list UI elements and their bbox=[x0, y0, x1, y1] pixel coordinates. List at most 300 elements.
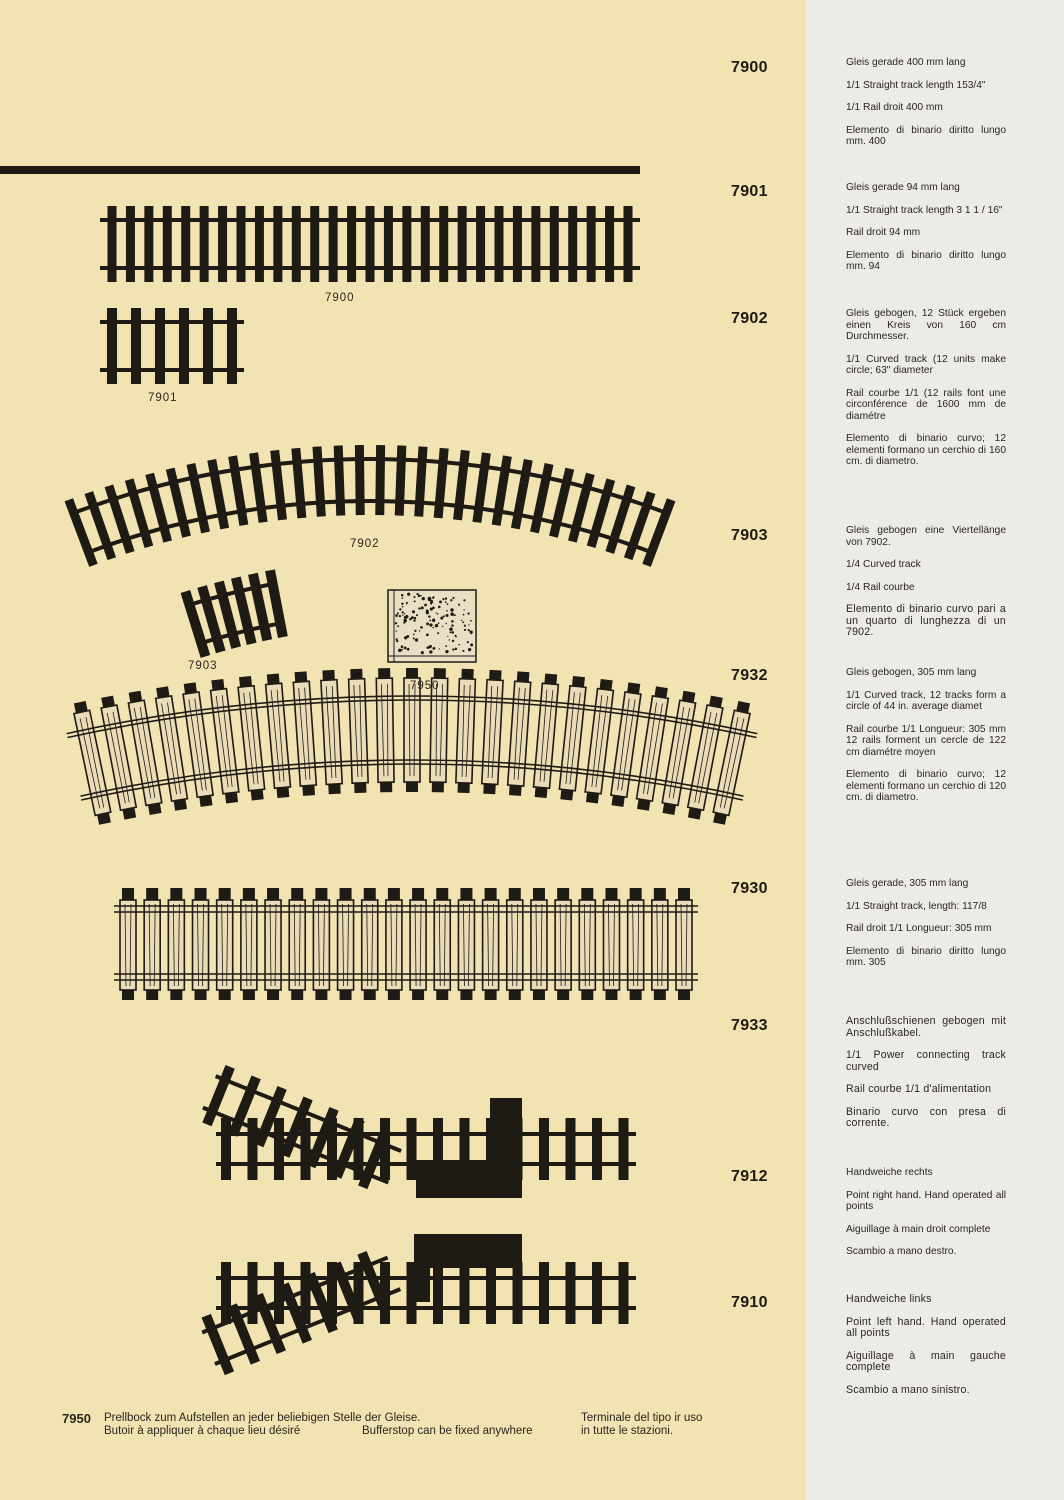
track-part bbox=[450, 631, 452, 633]
track-part bbox=[486, 1262, 496, 1324]
track-part bbox=[126, 206, 135, 282]
track-part bbox=[403, 622, 405, 624]
track-part bbox=[100, 368, 244, 372]
footer-fr: Butoir à appliquer à chaque lieu désiré bbox=[104, 1425, 301, 1437]
track-part bbox=[265, 673, 292, 798]
track-part bbox=[413, 634, 415, 636]
track-part bbox=[483, 784, 495, 795]
track-part bbox=[421, 206, 430, 282]
track-part bbox=[350, 669, 362, 679]
track-part bbox=[430, 645, 431, 646]
track-part bbox=[211, 679, 224, 690]
track-part bbox=[219, 888, 231, 900]
track-part bbox=[399, 615, 401, 617]
track-part bbox=[572, 676, 585, 687]
track-part bbox=[451, 624, 453, 626]
track-part bbox=[581, 888, 593, 900]
track-part bbox=[458, 604, 460, 606]
track-part bbox=[289, 900, 305, 990]
track-part bbox=[483, 900, 499, 990]
label-7950: 7950 bbox=[410, 680, 440, 692]
track-part bbox=[227, 308, 237, 384]
track-part bbox=[428, 615, 430, 617]
track-part bbox=[122, 888, 134, 900]
desc-line: 1/1 Curved track (12 units make circle; 63" diameter bbox=[846, 353, 1006, 376]
track-part bbox=[414, 596, 416, 598]
track-part bbox=[211, 689, 239, 794]
track-part bbox=[277, 787, 290, 798]
track-part bbox=[74, 459, 667, 513]
track-part bbox=[203, 308, 213, 384]
track-part bbox=[445, 597, 447, 599]
track-part bbox=[399, 446, 402, 516]
track-part bbox=[386, 900, 402, 990]
desc-line: Rail courbe 1/1 (12 rails font une circonférence de 1600 mm de diamétre bbox=[846, 387, 1006, 422]
track-part bbox=[462, 650, 464, 652]
footer-code bbox=[62, 1412, 91, 1427]
track-part bbox=[329, 206, 338, 282]
track-part bbox=[414, 600, 416, 602]
track-part bbox=[313, 900, 329, 990]
desc-line: 1/1 Straight track length 3 1 1 / 16" bbox=[846, 204, 1003, 216]
track-part bbox=[433, 627, 434, 628]
track-part bbox=[468, 648, 471, 651]
track-part bbox=[432, 597, 434, 599]
track-part bbox=[533, 888, 545, 900]
track-part bbox=[174, 799, 187, 811]
track-part bbox=[420, 626, 423, 629]
track-part bbox=[364, 990, 376, 1000]
track-part bbox=[359, 445, 360, 515]
track-part bbox=[477, 453, 487, 522]
track-part bbox=[476, 206, 485, 282]
track-part bbox=[584, 679, 615, 804]
track-part bbox=[416, 614, 418, 616]
track-part bbox=[439, 206, 448, 282]
track-part bbox=[239, 676, 252, 687]
desc-line: Binario curvo con presa di corrente. bbox=[846, 1105, 1006, 1129]
desc-line: Elemento di binario curvo pari a un quarto di lunghezza di un 7902. bbox=[846, 603, 1006, 638]
track-part bbox=[449, 628, 453, 632]
code-7912: 7912 bbox=[731, 1168, 768, 1185]
track-part bbox=[237, 206, 246, 282]
track-part bbox=[436, 990, 448, 1000]
track-part bbox=[218, 206, 227, 282]
track-part bbox=[275, 450, 283, 520]
desc-line: Scambio a mano sinistro. bbox=[846, 1383, 970, 1396]
track-part bbox=[539, 1118, 549, 1180]
track-part bbox=[654, 990, 666, 1000]
track-part bbox=[414, 1234, 430, 1302]
track-part bbox=[605, 888, 617, 900]
track-part bbox=[458, 644, 460, 646]
track-part bbox=[424, 604, 427, 607]
track-part bbox=[454, 635, 456, 637]
track-part bbox=[322, 670, 334, 681]
track-part bbox=[566, 1262, 576, 1324]
track-part bbox=[407, 593, 410, 596]
footer-code-text: 7950 bbox=[62, 1411, 91, 1426]
track-part bbox=[412, 617, 413, 618]
track-part bbox=[144, 900, 160, 990]
track-part bbox=[434, 668, 446, 678]
track-part bbox=[413, 619, 415, 621]
track-part bbox=[682, 691, 696, 703]
track-part bbox=[507, 900, 523, 990]
track-part bbox=[445, 645, 447, 647]
track-part bbox=[183, 692, 213, 797]
track-part bbox=[435, 612, 436, 613]
track-part bbox=[405, 615, 408, 618]
track-part bbox=[296, 448, 302, 518]
desc-7910 bbox=[846, 1294, 1006, 1407]
track-part bbox=[340, 990, 352, 1000]
track-part bbox=[315, 888, 327, 900]
track-part bbox=[156, 686, 169, 698]
desc-line: 1/1 Rail droit 400 mm bbox=[846, 102, 943, 113]
track-part bbox=[418, 607, 420, 609]
track-part bbox=[509, 785, 522, 796]
track-part bbox=[462, 621, 464, 623]
track-part bbox=[163, 206, 172, 282]
track-part bbox=[146, 990, 158, 1000]
desc-7903 bbox=[846, 525, 1006, 650]
track-part bbox=[452, 648, 454, 650]
track-part bbox=[592, 1118, 602, 1180]
track-part bbox=[513, 206, 522, 282]
track-part bbox=[120, 900, 136, 990]
track-part bbox=[217, 900, 233, 990]
code-7932: 7932 bbox=[731, 667, 768, 684]
track-part bbox=[533, 990, 545, 1000]
code-7900: 7900 bbox=[731, 59, 768, 76]
desc-7933 bbox=[846, 1016, 1006, 1141]
desc-line: Gleis gebogen, 12 Stück ergeben einen Kreis von 160 cm Durchmesser. bbox=[846, 308, 1006, 342]
track-part bbox=[637, 799, 650, 811]
track-part bbox=[654, 888, 666, 900]
track-part bbox=[495, 206, 504, 282]
track-part bbox=[437, 613, 439, 615]
track-part bbox=[509, 990, 521, 1000]
track-part bbox=[233, 456, 244, 525]
track-part bbox=[181, 206, 190, 282]
track-part bbox=[513, 1262, 523, 1324]
track-part bbox=[458, 900, 474, 990]
track-part bbox=[412, 990, 424, 1000]
track-part bbox=[404, 678, 420, 782]
track-part bbox=[460, 888, 472, 900]
track-part bbox=[450, 599, 452, 601]
track-part bbox=[460, 1262, 470, 1324]
track-part bbox=[468, 624, 469, 625]
track-part bbox=[485, 990, 497, 1000]
code-7903: 7903 bbox=[731, 527, 768, 544]
track-part bbox=[170, 990, 182, 1000]
desc-7930 bbox=[846, 878, 1006, 980]
track-part bbox=[412, 610, 415, 613]
track-part bbox=[460, 990, 472, 1000]
track-part bbox=[402, 606, 404, 608]
track-part bbox=[619, 1118, 629, 1180]
track-part bbox=[302, 785, 315, 796]
track-part bbox=[402, 614, 403, 615]
track-part bbox=[558, 676, 587, 801]
track-part bbox=[225, 792, 238, 803]
track-part bbox=[496, 456, 507, 525]
track-part bbox=[600, 679, 613, 690]
track-part bbox=[354, 783, 366, 793]
track-part bbox=[131, 308, 141, 384]
track-part bbox=[438, 622, 440, 624]
track-part bbox=[619, 1262, 629, 1324]
track-part bbox=[396, 630, 397, 631]
track-part bbox=[652, 900, 668, 990]
track-part bbox=[155, 308, 165, 384]
footer-it-1: Terminale del tipo ir uso bbox=[581, 1412, 703, 1424]
track-part bbox=[560, 789, 573, 800]
track-part bbox=[397, 612, 399, 614]
bufferstop-7950-drawing bbox=[388, 590, 476, 662]
track-part bbox=[452, 631, 455, 634]
track-part bbox=[310, 206, 319, 282]
track-part bbox=[388, 888, 400, 900]
track-part bbox=[432, 647, 435, 650]
track-part bbox=[449, 639, 450, 640]
desc-line: Point right hand. Hand operated all points bbox=[846, 1189, 1006, 1212]
track-part bbox=[406, 602, 408, 604]
track-part bbox=[678, 990, 690, 1000]
track-part bbox=[550, 206, 559, 282]
desc-line: Anschlußschienen gebogen mit Anschlußkabel. bbox=[846, 1015, 1006, 1039]
desc-7912 bbox=[846, 1167, 1006, 1269]
track-part bbox=[414, 630, 416, 632]
track-part bbox=[676, 900, 692, 990]
track-part bbox=[467, 612, 469, 614]
track-part bbox=[267, 990, 279, 1000]
track-part bbox=[146, 888, 158, 900]
track-part bbox=[401, 597, 403, 599]
track-part bbox=[108, 206, 117, 282]
track-part bbox=[662, 803, 676, 815]
track-part bbox=[557, 990, 569, 1000]
track-part bbox=[455, 648, 458, 651]
track-part bbox=[464, 629, 466, 631]
track-part bbox=[401, 603, 403, 605]
track-part bbox=[628, 900, 644, 990]
track-part bbox=[320, 670, 342, 795]
track-part bbox=[416, 1160, 522, 1198]
track-part bbox=[402, 206, 411, 282]
track-part bbox=[414, 1234, 522, 1268]
track-part bbox=[428, 597, 432, 601]
code-7902: 7902 bbox=[731, 310, 768, 327]
track-part bbox=[445, 601, 447, 603]
track-part bbox=[539, 1262, 549, 1324]
desc-line: 1/4 Rail courbe bbox=[846, 581, 915, 593]
track-part bbox=[376, 668, 394, 792]
track-part bbox=[267, 888, 279, 900]
track-part bbox=[612, 795, 625, 807]
desc-line: Rail courbe 1/1 d'alimentation bbox=[846, 1083, 992, 1095]
track-part bbox=[293, 671, 317, 796]
desc-line: 1/1 Straight track, length: 117/8 bbox=[846, 900, 987, 912]
track-part bbox=[627, 682, 640, 694]
track-part bbox=[426, 646, 429, 649]
desc-line: Gleis gerade 400 mm lang bbox=[846, 57, 966, 68]
track-part bbox=[241, 900, 257, 990]
track-part bbox=[507, 671, 531, 796]
track-part bbox=[388, 990, 400, 1000]
track-part bbox=[251, 789, 264, 800]
track-part bbox=[467, 629, 469, 631]
track-part bbox=[366, 206, 375, 282]
desc-line: Rail droit 1/1 Longueur: 305 mm bbox=[846, 923, 992, 934]
desc-7932 bbox=[846, 667, 1006, 815]
desc-line: Aiguillage à main droit complete bbox=[846, 1223, 991, 1235]
track-part bbox=[404, 613, 405, 614]
track-part bbox=[535, 787, 548, 798]
track-part bbox=[376, 678, 394, 782]
track-part bbox=[179, 308, 189, 384]
track-part bbox=[435, 624, 438, 627]
track-part bbox=[378, 668, 390, 678]
track-part bbox=[603, 900, 619, 990]
desc-line: Aiguillage à main gauche complete bbox=[846, 1349, 1006, 1373]
track-part bbox=[107, 308, 117, 384]
track-part bbox=[380, 782, 392, 792]
track-part bbox=[420, 595, 421, 596]
track-part bbox=[317, 447, 321, 517]
footer-it bbox=[581, 1412, 702, 1438]
track-part bbox=[430, 608, 433, 611]
track-part bbox=[463, 614, 465, 616]
track-part bbox=[531, 206, 540, 282]
track-part bbox=[624, 206, 633, 282]
desc-line: 1/4 Curved track bbox=[846, 559, 921, 570]
desc-line: Gleis gebogen eine Viertellänge von 7902. bbox=[846, 525, 1006, 548]
track-part bbox=[404, 647, 407, 650]
desc-line: Gleis gebogen, 305 mm lang bbox=[846, 667, 977, 678]
code-7901: 7901 bbox=[731, 183, 768, 200]
track-part bbox=[456, 679, 476, 783]
track-part bbox=[384, 206, 393, 282]
track-part bbox=[421, 606, 424, 609]
track-part bbox=[654, 686, 667, 698]
desc-line: Elemento di binario diritto lungo mm. 400 bbox=[846, 124, 1006, 147]
track-part bbox=[434, 900, 450, 990]
track-part bbox=[168, 900, 184, 990]
track-part bbox=[349, 679, 369, 783]
track-part bbox=[446, 623, 447, 624]
track-part bbox=[544, 673, 557, 684]
track-part bbox=[458, 450, 466, 520]
code-7933: 7933 bbox=[731, 1017, 768, 1034]
track-part bbox=[401, 645, 404, 648]
track-part bbox=[463, 599, 465, 601]
track-part bbox=[481, 670, 503, 795]
track-part bbox=[407, 648, 410, 651]
desc-line: Rail droit 94 mm bbox=[846, 227, 921, 238]
track-part bbox=[531, 900, 547, 990]
track-part bbox=[426, 633, 429, 636]
footer-en: Bufferstop can be fixed anywhere bbox=[362, 1425, 533, 1437]
track-part bbox=[209, 679, 240, 804]
desc-line: Scambio a mano destro. bbox=[846, 1246, 957, 1257]
track-part bbox=[426, 611, 429, 614]
track-part bbox=[295, 671, 308, 682]
track-part bbox=[270, 570, 283, 637]
track-part bbox=[458, 783, 470, 793]
track-part bbox=[291, 990, 303, 1000]
track-part bbox=[605, 990, 617, 1000]
track-part bbox=[587, 206, 596, 282]
track-part bbox=[414, 617, 416, 619]
desc-line: Handweiche rechts bbox=[846, 1167, 933, 1178]
track-part bbox=[398, 649, 402, 653]
track-part bbox=[401, 594, 403, 596]
track-part bbox=[328, 784, 340, 795]
track-part bbox=[267, 673, 280, 684]
track-part bbox=[445, 650, 448, 653]
track-part bbox=[412, 888, 424, 900]
desc-line: Handweiche links bbox=[846, 1293, 932, 1305]
track-part bbox=[438, 448, 444, 518]
track-part bbox=[416, 593, 418, 595]
track-part bbox=[630, 888, 642, 900]
desc-line: Rail courbe 1/1 Longueur: 305 mm 12 rails forment un cercle de 122 cm diamétre moyen bbox=[846, 723, 1006, 758]
track-part bbox=[678, 888, 690, 900]
track-part bbox=[429, 650, 432, 653]
track-part bbox=[442, 626, 443, 627]
track-part bbox=[254, 453, 264, 522]
track-part bbox=[195, 888, 207, 900]
track-part bbox=[219, 990, 231, 1000]
track-part bbox=[362, 900, 378, 990]
track-part bbox=[415, 638, 418, 641]
track-part bbox=[265, 900, 281, 990]
track-part bbox=[442, 616, 443, 617]
track-part bbox=[437, 632, 439, 634]
track-part bbox=[396, 640, 398, 642]
track-part bbox=[407, 1118, 417, 1180]
track-part bbox=[463, 609, 464, 610]
track-part bbox=[340, 888, 352, 900]
track-part bbox=[426, 622, 429, 625]
track-part bbox=[439, 600, 442, 603]
track-part bbox=[184, 682, 197, 694]
track-part bbox=[442, 598, 444, 600]
desc-7901 bbox=[846, 182, 1006, 284]
track-part bbox=[193, 900, 209, 990]
desc-line: Elemento di binario diritto lungo mm. 94 bbox=[846, 249, 1006, 272]
track-part bbox=[144, 206, 153, 282]
track-part bbox=[129, 691, 143, 703]
point-7912-drawing bbox=[198, 1063, 636, 1198]
track-part bbox=[557, 888, 569, 900]
track-part bbox=[255, 206, 264, 282]
track-part bbox=[433, 1262, 443, 1324]
track-part bbox=[451, 620, 454, 623]
track-part bbox=[581, 990, 593, 1000]
code-7930: 7930 bbox=[731, 880, 768, 897]
track-part bbox=[464, 625, 466, 627]
track-part bbox=[605, 206, 614, 282]
track-part bbox=[446, 614, 449, 617]
track-part bbox=[630, 990, 642, 1000]
track-part bbox=[404, 636, 407, 639]
track-part bbox=[470, 643, 473, 646]
track-part bbox=[221, 1262, 231, 1324]
